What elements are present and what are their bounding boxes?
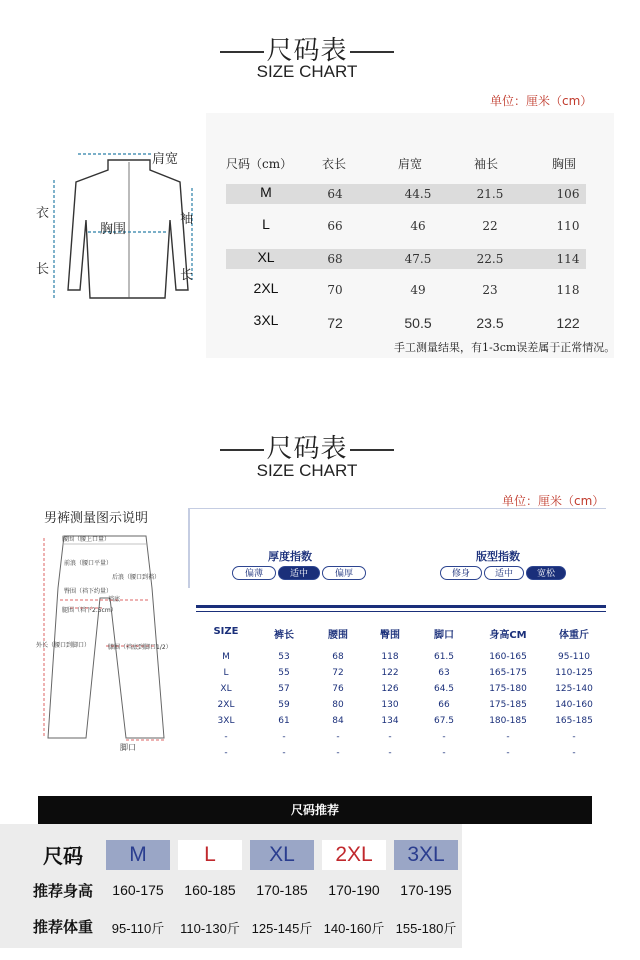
pants-header-cell: 脚口	[434, 630, 454, 641]
pants-label-back-rise: 后浪（腰口到裆）	[112, 574, 161, 581]
rec-height-cell: 160-175	[112, 882, 164, 898]
rec-size-label: 尺码	[43, 846, 83, 868]
top-header-sleeve: 袖长	[474, 157, 499, 171]
top-value-cell: 118	[556, 283, 580, 297]
top-size-row	[226, 216, 586, 236]
pants-table-cell: 67.5	[433, 716, 455, 726]
pants-table-cell: -	[388, 748, 392, 758]
fit-slim: 修身	[440, 566, 482, 580]
top-value-cell: 21.5	[476, 187, 504, 201]
pants-table-cell: 180-185	[489, 716, 527, 726]
top-value-cell: 122	[556, 315, 580, 331]
pants-table-cell: -	[336, 748, 340, 758]
pants-header-cell: 身高CM	[489, 630, 527, 641]
pants-table-cell: 134	[381, 716, 399, 726]
pants-table-cell: -	[506, 748, 510, 758]
top-value-cell: 64	[327, 187, 343, 201]
rec-height-label: 推荐身高	[32, 883, 93, 900]
top-value-cell: 50.5	[404, 315, 432, 331]
pants-table-cell: -	[442, 732, 446, 742]
top-header-size: 尺码（cm）	[226, 157, 293, 171]
pants-table-cell: 125-140	[555, 684, 593, 694]
rec-weight-label: 推荐体重	[32, 919, 93, 936]
section2-title: 尺码表	[0, 428, 614, 465]
rec-weight-cell: 155-180斤	[395, 921, 457, 936]
rec-size-cell: M	[106, 840, 170, 870]
rec-weight-cell: 110-130斤	[180, 921, 240, 936]
pants-table-rule-1	[196, 605, 606, 608]
thickness-title: 厚度指数	[268, 550, 312, 563]
top-value-cell: 23.5	[476, 315, 504, 331]
label-length-a: 衣	[36, 206, 50, 221]
top-size-row	[226, 249, 586, 269]
top-header-length: 衣长	[322, 157, 347, 171]
pants-table-cell: 57	[278, 684, 290, 694]
pants-table-cell: 53	[278, 652, 290, 662]
pants-header-cell: 裤长	[274, 630, 294, 641]
pants-table-cell: 3XL	[217, 716, 235, 726]
pants-table-cell: XL	[220, 684, 232, 694]
pants-table-cell: 122	[381, 668, 399, 678]
pants-table-cell: 140-160	[555, 700, 593, 710]
top-size-cell: L	[262, 216, 270, 232]
top-size-cell: XL	[257, 249, 275, 265]
pants-table-cell: 63	[438, 668, 450, 678]
pants-table-cell: 66	[438, 700, 450, 710]
rec-weight-cell: 125-145斤	[251, 921, 313, 936]
pants-table-cell: 110-125	[555, 668, 593, 678]
pants-table-cell: -	[224, 748, 228, 758]
rec-height-cell: 170-185	[256, 882, 308, 898]
top-value-cell: 49	[410, 283, 426, 297]
thickness-thick: 偏厚	[322, 566, 366, 580]
pants-table-cell: 2XL	[217, 700, 235, 710]
label-length-b: 长	[36, 262, 50, 277]
pants-table-cell: 130	[381, 700, 399, 710]
recommend-bar: 尺码推荐	[38, 796, 592, 824]
rec-size-cell: 2XL	[322, 840, 386, 870]
pants-header-cell: 体重斤	[559, 630, 589, 641]
rec-weight-cell: 140-160斤	[323, 921, 385, 936]
top-size-cell: 3XL	[253, 312, 279, 328]
top-size-row	[226, 312, 586, 332]
pants-label-front-rise: 前浪（腰口平量）	[64, 560, 113, 567]
pants-table-cell: 175-180	[489, 684, 527, 694]
rec-size-cell: L	[178, 840, 242, 870]
top-value-cell: 68	[327, 252, 343, 266]
pants-label-outseam: 外长（腰口到脚口）	[36, 642, 91, 649]
pants-table-cell: -	[572, 732, 576, 742]
pants-table-cell: 84	[332, 716, 344, 726]
pants-table-cell: 126	[381, 684, 399, 694]
rec-size-cell: XL	[250, 840, 314, 870]
label-chest: 胸围	[100, 222, 127, 237]
pants-table-cell: -	[388, 732, 392, 742]
section1-unit: 单位：厘米（cm）	[490, 94, 593, 108]
rec-size-cell: 3XL	[394, 840, 458, 870]
thickness-thin: 偏薄	[232, 566, 276, 580]
pants-label-thigh: 腿围（裆下2.5cm）	[62, 607, 117, 614]
pants-label-waist: 腰围（腰上口量）	[62, 536, 111, 543]
top-value-cell: 106	[556, 187, 580, 201]
rec-height-cell: 170-190	[328, 882, 380, 898]
section1-title: 尺码表	[0, 30, 614, 67]
pants-panel-top-rule	[188, 508, 606, 509]
pants-table-cell: 61.5	[433, 652, 455, 662]
pants-table-cell: L	[223, 668, 229, 678]
pants-table-cell: -	[506, 732, 510, 742]
measurement-note: 手工测量结果，有1-3cm误差属于正常情况。	[394, 341, 616, 354]
pants-header-cell: 腰围	[328, 630, 348, 641]
pants-label-hem: 脚口	[120, 743, 136, 752]
label-sleeve-b: 长	[180, 268, 194, 283]
pants-panel-left-rule	[188, 508, 190, 588]
fit-title: 版型指数	[476, 550, 520, 563]
top-value-cell: 46	[410, 219, 426, 233]
pants-table-cell: 72	[332, 668, 344, 678]
pants-label-knee: 膝围（裆底到脚口1/2）	[108, 644, 172, 651]
pants-table-cell: -	[224, 732, 228, 742]
top-value-cell: 22	[482, 219, 498, 233]
top-value-cell: 66	[327, 219, 343, 233]
pants-header-cell: 臀围	[380, 630, 400, 641]
top-value-cell: 110	[556, 219, 580, 233]
section1-subtitle: SIZE CHART	[256, 62, 358, 81]
pants-table-cell: 175-185	[489, 700, 527, 710]
fit-regular: 适中	[484, 566, 524, 580]
pants-table-cell: 76	[332, 684, 344, 694]
section2-unit: 单位：厘米（cm）	[502, 494, 605, 508]
pants-table-cell: 55	[278, 668, 290, 678]
top-size-row	[226, 184, 586, 204]
top-header-chest: 胸围	[552, 157, 577, 171]
pants-table-rule-2	[196, 611, 606, 612]
pants-label-hip: 臀围（裆下约量）	[64, 588, 113, 595]
label-shoulder: 肩宽	[152, 152, 179, 167]
top-value-cell: 44.5	[404, 187, 432, 201]
top-size-row	[226, 280, 586, 300]
pants-label-crotch: 裆底	[108, 596, 121, 603]
pants-table-cell: 59	[278, 700, 290, 710]
rec-height-cell: 160-185	[184, 882, 236, 898]
top-value-cell: 23	[482, 283, 498, 297]
pants-table-cell: -	[282, 748, 286, 758]
top-size-cell: 2XL	[253, 280, 279, 296]
rec-height-cell: 170-195	[400, 882, 452, 898]
pants-table-cell: 95-110	[558, 652, 590, 662]
pants-table-cell: 118	[381, 652, 399, 662]
pants-table-cell: -	[282, 732, 286, 742]
pants-table-cell: 61	[278, 716, 290, 726]
pants-table-cell: 165-175	[489, 668, 527, 678]
pants-table-cell: -	[572, 748, 576, 758]
top-value-cell: 22.5	[476, 252, 504, 266]
rec-weight-cell: 95-110斤	[111, 921, 165, 936]
top-value-cell: 70	[327, 283, 343, 297]
pants-table-cell: -	[442, 748, 446, 758]
pants-table-cell: 68	[332, 652, 344, 662]
pants-table-cell: 160-165	[489, 652, 527, 662]
pants-table-cell: M	[222, 652, 230, 662]
pants-table-cell: 64.5	[433, 684, 455, 694]
label-sleeve-a: 袖	[180, 212, 194, 227]
fit-loose: 宽松	[526, 566, 566, 580]
top-value-cell: 72	[327, 315, 343, 331]
top-size-cell: M	[260, 184, 272, 200]
pants-table-cell: 80	[332, 700, 344, 710]
pants-table-cell: -	[336, 732, 340, 742]
section2-subtitle: SIZE CHART	[256, 461, 358, 480]
pants-header-cell: SIZE	[213, 626, 239, 637]
pants-caption: 男裤测量图示说明	[44, 511, 149, 526]
thickness-medium: 适中	[278, 566, 320, 580]
top-value-cell: 114	[556, 252, 580, 266]
top-value-cell: 47.5	[404, 252, 432, 266]
pants-table-cell: 165-185	[555, 716, 593, 726]
top-header-shoulder: 肩宽	[398, 157, 423, 171]
